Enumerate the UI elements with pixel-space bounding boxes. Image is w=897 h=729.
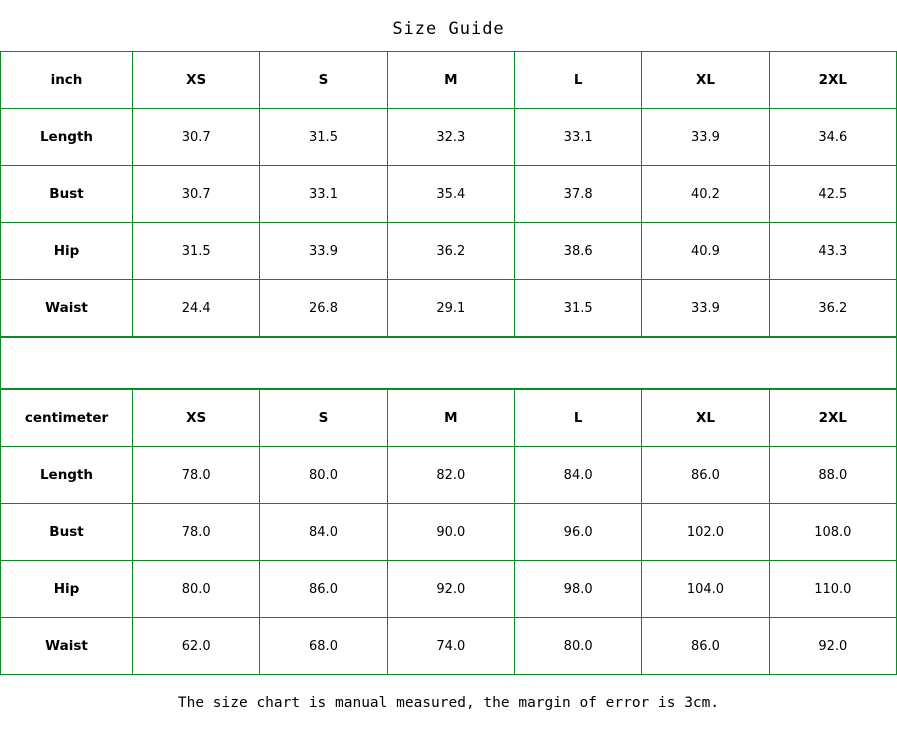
cell-bust-m: 35.4 (387, 166, 514, 223)
cell-bust-2xl: 42.5 (769, 166, 896, 223)
measure-label-bust: Bust (1, 504, 133, 561)
table-row (1, 223, 897, 280)
table-row (1, 109, 897, 166)
size-header-xl: XL (642, 390, 769, 447)
cell-bust-s: 33.1 (260, 166, 387, 223)
cell-waist-m: 74.0 (387, 618, 514, 675)
cell-waist-m: 29.1 (387, 280, 514, 337)
table-header-row (1, 52, 897, 109)
measure-label-length: Length (1, 447, 133, 504)
measure-label-bust: Bust (1, 166, 133, 223)
cell-waist-xs: 24.4 (133, 280, 260, 337)
table-row (1, 166, 897, 223)
size-header-l: L (514, 390, 641, 447)
unit-label-centimeter: centimeter (1, 390, 133, 447)
cell-waist-s: 68.0 (260, 618, 387, 675)
cell-hip-xl: 40.9 (642, 223, 769, 280)
size-header-xl: XL (642, 52, 769, 109)
cell-waist-xs: 62.0 (133, 618, 260, 675)
cell-hip-l: 38.6 (514, 223, 641, 280)
cell-bust-xl: 40.2 (642, 166, 769, 223)
table-row (1, 561, 897, 618)
cell-waist-2xl: 92.0 (769, 618, 896, 675)
cell-length-l: 33.1 (514, 109, 641, 166)
centimeter-size-table (0, 389, 897, 675)
size-header-m: M (387, 390, 514, 447)
cell-length-xs: 30.7 (133, 109, 260, 166)
cell-bust-xl: 102.0 (642, 504, 769, 561)
cell-length-l: 84.0 (514, 447, 641, 504)
cell-length-2xl: 34.6 (769, 109, 896, 166)
cell-hip-xs: 80.0 (133, 561, 260, 618)
size-header-s: S (260, 52, 387, 109)
cell-bust-l: 37.8 (514, 166, 641, 223)
cell-length-m: 32.3 (387, 109, 514, 166)
cell-bust-s: 84.0 (260, 504, 387, 561)
cell-length-s: 31.5 (260, 109, 387, 166)
size-header-xs: XS (133, 390, 260, 447)
inch-size-table (0, 51, 897, 337)
measure-label-waist: Waist (1, 618, 133, 675)
cell-hip-s: 33.9 (260, 223, 387, 280)
cell-length-s: 80.0 (260, 447, 387, 504)
size-header-2xl: 2XL (769, 52, 896, 109)
size-header-xs: XS (133, 52, 260, 109)
cell-hip-xs: 31.5 (133, 223, 260, 280)
cell-waist-2xl: 36.2 (769, 280, 896, 337)
cell-length-m: 82.0 (387, 447, 514, 504)
cell-hip-m: 92.0 (387, 561, 514, 618)
cell-hip-s: 86.0 (260, 561, 387, 618)
cell-waist-s: 26.8 (260, 280, 387, 337)
size-header-2xl: 2XL (769, 390, 896, 447)
size-header-s: S (260, 390, 387, 447)
size-header-m: M (387, 52, 514, 109)
cell-bust-xs: 30.7 (133, 166, 260, 223)
table-row (1, 447, 897, 504)
table-row (1, 280, 897, 337)
table-header-row (1, 390, 897, 447)
cell-length-2xl: 88.0 (769, 447, 896, 504)
cell-hip-2xl: 43.3 (769, 223, 896, 280)
page-title: Size Guide (392, 19, 505, 39)
measurement-disclaimer: The size chart is manual measured, the margin of error is 3cm. (177, 695, 720, 711)
cell-hip-l: 98.0 (514, 561, 641, 618)
table-row (1, 504, 897, 561)
measure-label-hip: Hip (1, 561, 133, 618)
cell-length-xs: 78.0 (133, 447, 260, 504)
cell-waist-xl: 33.9 (642, 280, 769, 337)
centimeter-table-wrapper (0, 389, 897, 675)
cell-hip-m: 36.2 (387, 223, 514, 280)
size-header-l: L (514, 52, 641, 109)
cell-bust-xs: 78.0 (133, 504, 260, 561)
measure-label-length: Length (1, 109, 133, 166)
measure-label-hip: Hip (1, 223, 133, 280)
inch-table-wrapper (0, 51, 897, 337)
table-separator (0, 337, 897, 389)
cell-bust-m: 90.0 (387, 504, 514, 561)
cell-hip-xl: 104.0 (642, 561, 769, 618)
cell-waist-l: 80.0 (514, 618, 641, 675)
measure-label-waist: Waist (1, 280, 133, 337)
cell-hip-2xl: 110.0 (769, 561, 896, 618)
cell-bust-l: 96.0 (514, 504, 641, 561)
cell-length-xl: 86.0 (642, 447, 769, 504)
cell-bust-2xl: 108.0 (769, 504, 896, 561)
unit-label-inch: inch (1, 52, 133, 109)
cell-waist-xl: 86.0 (642, 618, 769, 675)
cell-length-xl: 33.9 (642, 109, 769, 166)
table-row (1, 618, 897, 675)
cell-waist-l: 31.5 (514, 280, 641, 337)
